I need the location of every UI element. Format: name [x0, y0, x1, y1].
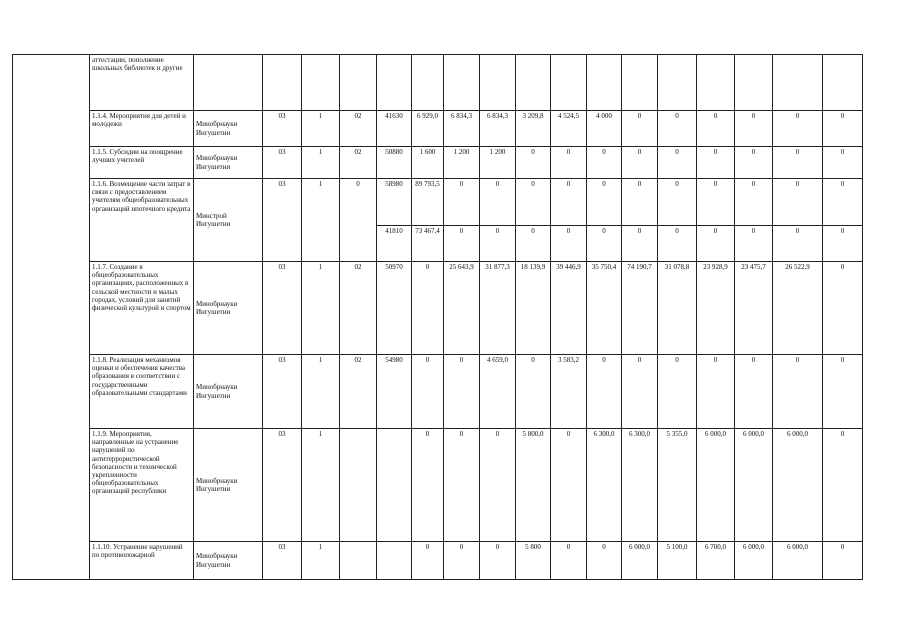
- value-cell: 0: [444, 542, 480, 580]
- value-cell: 0: [444, 429, 480, 542]
- value-cell: 0: [444, 179, 480, 226]
- value-cell: 26 522,9: [773, 262, 823, 355]
- row-executor: Минстрой Ингушетии: [194, 179, 263, 262]
- code-cell: 02: [340, 147, 377, 179]
- value-cell: 0: [697, 355, 735, 429]
- value-cell: 0: [697, 179, 735, 226]
- value-cell: 6 000,0: [735, 542, 773, 580]
- code-cell: 1: [302, 542, 340, 580]
- code-cell: 1: [302, 262, 340, 355]
- value-cell: 39 446,9: [551, 262, 587, 355]
- code-cell: 02: [340, 111, 377, 147]
- cell: [444, 55, 480, 111]
- value-cell: 6 000,0: [773, 429, 823, 542]
- code-cell: 1: [302, 179, 340, 262]
- value-cell: 0: [480, 179, 516, 226]
- code-cell: 0: [340, 179, 377, 262]
- value-cell: 0: [622, 147, 658, 179]
- value-cell: 6 000,0: [622, 542, 658, 580]
- code-cell: 1: [302, 147, 340, 179]
- value-cell: 0: [735, 111, 773, 147]
- budget-table: [12, 54, 863, 580]
- cell: [516, 55, 551, 111]
- value-cell: 0: [587, 147, 622, 179]
- budget-table-sheet: [12, 54, 863, 580]
- value-cell: 4 000: [587, 111, 622, 147]
- code-cell: [340, 429, 377, 542]
- value-cell: 0: [480, 226, 516, 262]
- value-cell: 0: [823, 147, 863, 179]
- value-cell: 0: [551, 147, 587, 179]
- row-executor: Минобрнауки Ингушетии: [194, 355, 263, 429]
- cell: [735, 55, 773, 111]
- value-cell: 1 200: [444, 147, 480, 179]
- value-cell: 0: [516, 226, 551, 262]
- value-cell: 73 467,4: [412, 226, 444, 262]
- cell: [658, 55, 697, 111]
- value-cell: 0: [658, 147, 697, 179]
- value-cell: 0: [622, 179, 658, 226]
- value-cell: 4 659,0: [480, 355, 516, 429]
- value-cell: 0: [735, 355, 773, 429]
- table-row: [13, 429, 863, 542]
- cell: [551, 55, 587, 111]
- value-cell: 0: [697, 111, 735, 147]
- value-cell: 1 200: [480, 147, 516, 179]
- code-cell: 41630: [377, 111, 412, 147]
- row-name: 1.1.10. Устранение нарушений по противопожарной: [90, 542, 194, 580]
- value-cell: 0: [587, 355, 622, 429]
- code-cell: [377, 429, 412, 542]
- table-row: [13, 55, 863, 111]
- value-cell: 0: [622, 355, 658, 429]
- value-cell: 0: [551, 429, 587, 542]
- row-name: 1.1.4. Мероприятия для детей и молодежи: [90, 111, 194, 147]
- value-cell: 0: [480, 542, 516, 580]
- cell: [480, 55, 516, 111]
- value-cell: 0: [773, 111, 823, 147]
- value-cell: 31 078,8: [658, 262, 697, 355]
- code-cell: 03: [263, 147, 302, 179]
- row-name: аттестации, пополнение школьных библиотек и другие: [90, 55, 194, 111]
- value-cell: 6 000,0: [735, 429, 773, 542]
- value-cell: 0: [658, 179, 697, 226]
- value-cell: 5 355,0: [658, 429, 697, 542]
- value-cell: 0: [587, 542, 622, 580]
- value-cell: 0: [823, 111, 863, 147]
- value-cell: 0: [735, 147, 773, 179]
- code-cell: 1: [302, 429, 340, 542]
- value-cell: 0: [516, 147, 551, 179]
- value-cell: 6 000,0: [773, 542, 823, 580]
- row-executor: Минобрнауки Ингушетии: [194, 429, 263, 542]
- code-cell: 50880: [377, 147, 412, 179]
- value-cell: 6 929,0: [412, 111, 444, 147]
- value-cell: 5 800: [516, 542, 551, 580]
- value-cell: 0: [658, 226, 697, 262]
- cell: [773, 55, 823, 111]
- cell: [412, 55, 444, 111]
- table-row: [13, 179, 863, 226]
- value-cell: 0: [480, 429, 516, 542]
- value-cell: 0: [587, 226, 622, 262]
- value-cell: 0: [658, 355, 697, 429]
- table-row: [13, 262, 863, 355]
- value-cell: 23 928,9: [697, 262, 735, 355]
- row-executor: Минобрнауки Ингушетии: [194, 262, 263, 355]
- value-cell: 6 700,0: [697, 542, 735, 580]
- value-cell: 74 190,7: [622, 262, 658, 355]
- row-executor: Минобрнауки Ингушетии: [194, 147, 263, 179]
- code-cell: 03: [263, 111, 302, 147]
- cell: [697, 55, 735, 111]
- cell: [263, 55, 302, 111]
- cell: [377, 55, 412, 111]
- cell: [194, 55, 263, 111]
- table-row: [13, 147, 863, 179]
- value-cell: 0: [551, 179, 587, 226]
- table-row: [13, 542, 863, 580]
- value-cell: 0: [551, 226, 587, 262]
- value-cell: 0: [444, 226, 480, 262]
- value-cell: 0: [622, 226, 658, 262]
- value-cell: 0: [412, 262, 444, 355]
- blank-left-cell: [13, 55, 90, 580]
- cell: [622, 55, 658, 111]
- value-cell: 3 209,8: [516, 111, 551, 147]
- row-name: 1.1.9. Мероприятия, направленные на устранение нарушений по антитеррористической безопасности и технической укрепленности общеобразовательных организаций республики: [90, 429, 194, 542]
- value-cell: 0: [516, 179, 551, 226]
- code-cell: 54980: [377, 355, 412, 429]
- value-cell: 0: [697, 226, 735, 262]
- table-row: [13, 355, 863, 429]
- value-cell: 6 834,3: [480, 111, 516, 147]
- code-cell: 02: [340, 262, 377, 355]
- code-cell: 03: [263, 542, 302, 580]
- cell: [823, 55, 863, 111]
- table-row: [13, 111, 863, 147]
- value-cell: 89 793,5: [412, 179, 444, 226]
- code-cell: 03: [263, 429, 302, 542]
- value-cell: 31 877,3: [480, 262, 516, 355]
- code-cell: 41810: [377, 226, 412, 262]
- value-cell: 3 583,2: [551, 355, 587, 429]
- row-name: 1.1.7. Создание в общеобразовательных организациях, расположенных в сельской местности и малых городах, условий для занятий физической культурой и спортом: [90, 262, 194, 355]
- value-cell: 0: [444, 355, 480, 429]
- value-cell: 6 000,0: [697, 429, 735, 542]
- value-cell: 0: [412, 429, 444, 542]
- code-cell: 03: [263, 179, 302, 262]
- value-cell: 6 300,0: [587, 429, 622, 542]
- row-name: 1.1.8. Реализация механизмов оценки и обеспечения качества образования в соответствии с государственными образовательными стандартами: [90, 355, 194, 429]
- value-cell: 0: [823, 262, 863, 355]
- value-cell: 0: [516, 355, 551, 429]
- value-cell: 25 643,9: [444, 262, 480, 355]
- value-cell: 0: [412, 542, 444, 580]
- code-cell: 50970: [377, 262, 412, 355]
- value-cell: 35 750,4: [587, 262, 622, 355]
- value-cell: 5 800,0: [516, 429, 551, 542]
- value-cell: 0: [658, 111, 697, 147]
- cell: [302, 55, 340, 111]
- value-cell: 0: [773, 226, 823, 262]
- value-cell: 0: [823, 355, 863, 429]
- value-cell: 0: [697, 147, 735, 179]
- cell: [340, 55, 377, 111]
- value-cell: 18 139,9: [516, 262, 551, 355]
- value-cell: 0: [823, 542, 863, 580]
- value-cell: 4 524,5: [551, 111, 587, 147]
- table-body: [13, 55, 863, 580]
- value-cell: 0: [823, 179, 863, 226]
- code-cell: [377, 542, 412, 580]
- value-cell: 0: [735, 179, 773, 226]
- value-cell: 1 600: [412, 147, 444, 179]
- value-cell: 0: [773, 179, 823, 226]
- value-cell: 0: [622, 111, 658, 147]
- row-executor: Минобрнауки Ингушетии: [194, 542, 263, 580]
- value-cell: 23 475,7: [735, 262, 773, 355]
- code-cell: [340, 542, 377, 580]
- value-cell: 6 300,0: [622, 429, 658, 542]
- value-cell: 0: [773, 147, 823, 179]
- code-cell: 02: [340, 355, 377, 429]
- value-cell: 0: [587, 179, 622, 226]
- code-cell: 03: [263, 262, 302, 355]
- cell: [587, 55, 622, 111]
- value-cell: 0: [735, 226, 773, 262]
- code-cell: 1: [302, 111, 340, 147]
- value-cell: 6 834,3: [444, 111, 480, 147]
- code-cell: 03: [263, 355, 302, 429]
- row-executor: Минобрнауки Ингушетии: [194, 111, 263, 147]
- value-cell: 0: [823, 226, 863, 262]
- value-cell: 0: [823, 429, 863, 542]
- value-cell: 5 100,0: [658, 542, 697, 580]
- code-cell: 58980: [377, 179, 412, 226]
- code-cell: 1: [302, 355, 340, 429]
- row-name: 1.1.5. Субсидии на поощрение лучших учителей: [90, 147, 194, 179]
- value-cell: 0: [551, 542, 587, 580]
- value-cell: 0: [773, 355, 823, 429]
- value-cell: 0: [412, 355, 444, 429]
- row-name: 1.1.6. Возмещение части затрат в связи с предоставлением учителям общеобразовательных организаций ипотечного кредита: [90, 179, 194, 262]
